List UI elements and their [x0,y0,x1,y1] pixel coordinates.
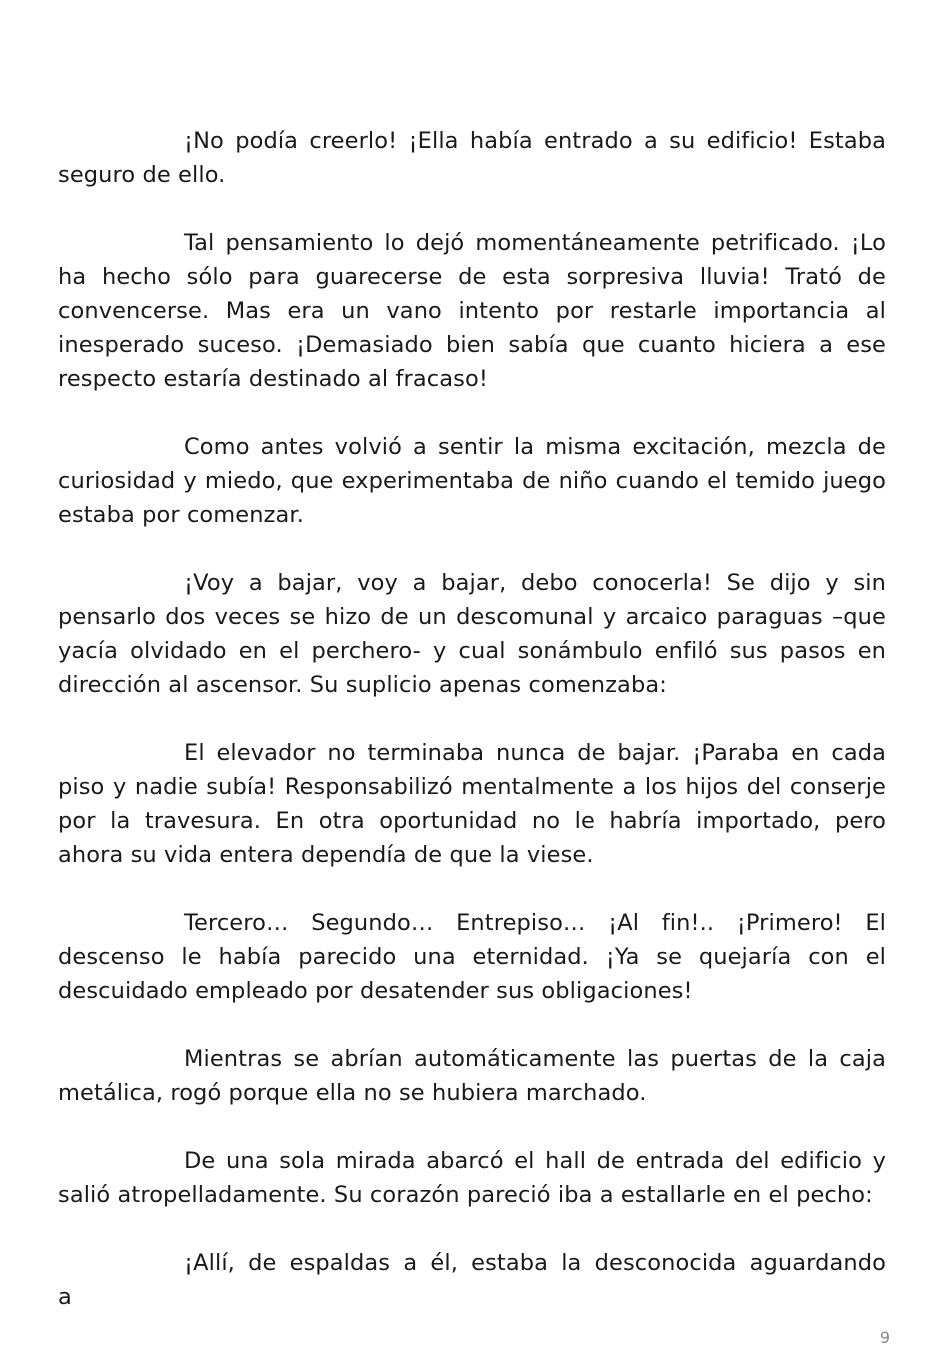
paragraph-2: Tal pensamiento lo dejó momentáneamente petrificado. ¡Lo ha hecho sólo para guarecerse de esta sorpresiva lluvia! Trató de convencerse. Mas era un vano intento por restarle importancia al inesperado suceso. ¡Demasiado bien sabía que cuanto hiciera a ese respecto estaría destinado al fracaso! [58,230,886,392]
paragraph-8: De una sola mirada abarcó el hall de entrada del edificio y salió atropelladamente. Su corazón pareció iba a estallarle en el pecho: [58,1148,886,1208]
paragraph-9: ¡Allí, de espaldas a él, estaba la desconocida aguardando a [58,1250,886,1310]
document-body [58,124,886,1314]
paragraph-5: El elevador no terminaba nunca de bajar. ¡Paraba en cada piso y nadie subía! Responsabilizó mentalmente a los hijos del conserje por la travesura. En otra oportunidad no le habría importado, pero ahora su vida entera dependía de que la viese. [58,740,886,868]
paragraph-3: Como antes volvió a sentir la misma excitación, mezcla de curiosidad y miedo, que experimentaba de niño cuando el temido juego estaba por comenzar. [58,434,886,528]
paragraph-7: Mientras se abrían automáticamente las puertas de la caja metálica, rogó porque ella no se hubiera marchado. [58,1046,886,1106]
paragraph-4: ¡Voy a bajar, voy a bajar, debo conocerla! Se dijo y sin pensarlo dos veces se hizo de un descomunal y arcaico paraguas –que yacía olvidado en el perchero- y cual sonámbulo enfiló sus pasos en dirección al ascensor. Su suplicio apenas comenzaba: [58,570,886,698]
page-number: 9 [879,1328,890,1347]
paragraph-1: ¡No podía creerlo! ¡Ella había entrado a su edificio! Estaba seguro de ello. [58,128,886,188]
paragraph-6: Tercero… Segundo… Entrepiso… ¡Al fin!.. ¡Primero! El descenso le había parecido una eternidad. ¡Ya se quejaría con el descuidado empleado por desatender sus obligaciones! [58,910,886,1004]
